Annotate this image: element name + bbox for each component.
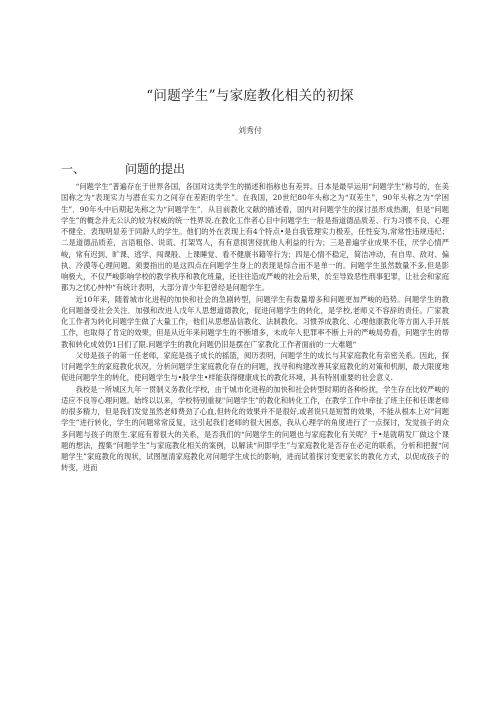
section-number: 一、 <box>61 162 86 176</box>
paper-title: “问题学生”与家庭教化相关的初探 <box>146 88 354 104</box>
paragraph: 父母是孩子的第一任老师，家庭是孩子成长的摇篮，阅历表明，问题学生的成长与其家庭教化有亲密关系。因此，探讨问题学生的家庭教化状况，分析问题学生家庭教化存在的问题，找寻和构建改善其家庭教化的对策和机制，最大限度地促进问题学生的转化，使问题学生与•般学生•样能获得健康成长的教化环境，具有特别重要的社会意义. <box>61 350 449 383</box>
body-text <box>61 181 449 474</box>
paragraph: “问题学生”普遍存在于世界各国，各国对这类学生的描述和指称也有差异。日本是最早运用“问题学生”称号的，在美国称之为“表现实力与潜在实力之间存在差距的学生”。在我国，20世纪80年头称之为“双差生”，90年头称之为“学困生”．90年头中后期起先称之为“问题学生”．从目前教化文献的描述看，国内对问题学生的探讨虽形成热潮，但是“问题学生”的概念并无公认的较为权威的统一性界说.在教化工作者心目中问题学生一般是指道德品质差、行为习惯不良、心理不健全、表现明显差于同龄人的学生。他们的外在表现上有4个特点•是自我管理实力极差，任性妄为,常常性违规违纪；二是道德品质差，言语粗俗、说谎、打架骂人，有有意损害侵扰他人利益的行为；三是普遍学业成果不佳，厌学心情严峻，常有迟到、旷课、逃学、闯课般、上课睡觉、看不健康书籍等行为；四是心情不稳定，简洁冲动，有自卑、敌对、偏执、冷漠等心理问题。须要指出的是这四点在问题学生身上的表现是综合而不是单一的。问题学生虽然数量不多,但是影响极大，不仅严峻影响学校的教学秩序和教化班量，还往往造成严峻的社会后果，於至导致恶性刑事犯罪，让社会和家庭都为之忧心忡忡“有统计表明，大部分青少年犯曾经是问题学生。 <box>61 182 449 293</box>
paragraph: 我校是一所城区九年一贯制义务教化学校，由于城市化进程的加快和社会转型时期的各种纷扰，学生存在比较严峻的适应不良等心理问题。始终以以来，学校特别重视''问题学生”的教化和转化工作，在教学工作中牵扯了班主任和任课老师的很多精力，但是我们发觉虽然老师费劲了心血,但转化的效果并不是很好,或者说只是短暂的效果，不能从根本上对“问题学生”进行转化，学生的问题常常反复，这引起我们老师的很大困惑，我从心理学的角度进行了一点探讨，发觉孩子的众多问题与孩子的原生.家庭有着很大的关系，是否我们的“问题学生的问题也与家庭教化有关呢？于•是就萌发厂做这个课题的想法，搜集“问题学生”与家庭教化相关的案例，以解读“问即学生”与家庭教化是否存在必定的联系，分析和把握“问题学生”家庭教化的现状，试图厘清家庭教化对问题学生成长的影响，进而试着探讨变更家长的教化方式，以促成孩子的转变，进而 <box>61 384 449 473</box>
author-name: 刘秀付 <box>238 126 262 135</box>
paragraph: 近10年来，随着城市化进程的加快和社会的急剧转型，问题学生有数量增多和问题更加严峻的趋势。问题学生的教化问题备受社会关注．加强和改进人戊年人思想道德教化，促进问题学生的转化，是学校,老师义不容辞的责任。广家教化工作者为转化问题学生做了大量工作，他们从思想品信教化、法制教化、习惯养成教化、心理他康教化等方面入手开展工作，也取得了肯定的效果，但是从近年来问题学生的不断增多，未成年人犯罪率不断上升的严峻局势看，问题学生的帮教和转化成效仍1日们了限.问题学生的教化问题仍旧是摆在广家教化工作者面前的一大难题“ <box>61 294 449 349</box>
section-heading <box>61 160 185 177</box>
section-title: 问题的提出 <box>125 162 186 176</box>
